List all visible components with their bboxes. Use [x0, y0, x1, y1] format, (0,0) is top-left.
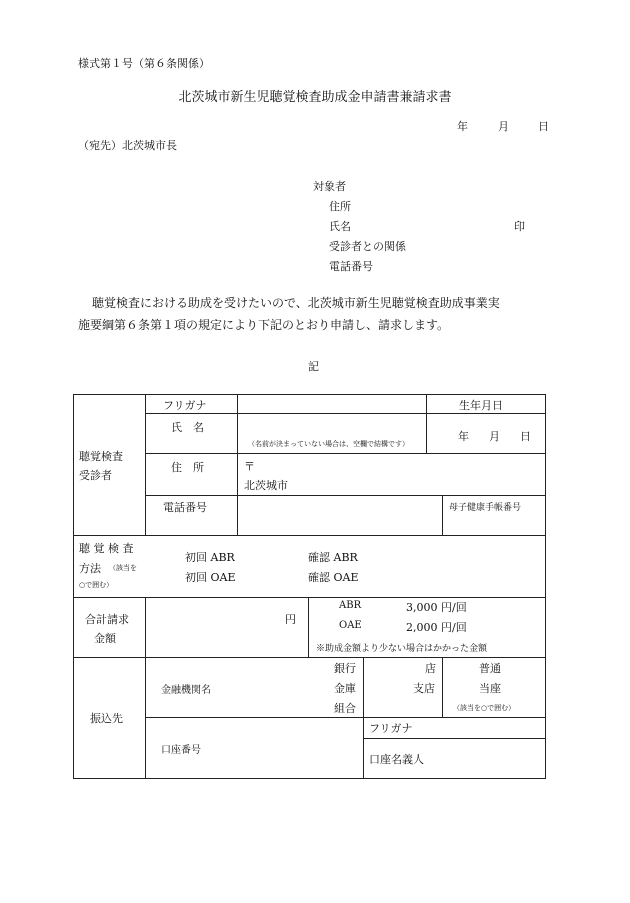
oae-price: 2,000 円/回 [406, 621, 467, 634]
method-confirm-oae[interactable]: 確認 OAE [308, 571, 359, 584]
total-label-1: 合計請求 [85, 613, 129, 626]
branch-type-ten[interactable]: 店 [425, 662, 436, 675]
birth-year: 年 [458, 430, 469, 443]
applicant-phone-label: 電話番号 [329, 260, 373, 273]
date-day: 日 [538, 120, 549, 133]
birth-date-label: 生年月日 [459, 399, 503, 412]
account-furigana-label: フリガナ [369, 722, 413, 735]
body-line-1: 聴覚検査における助成を受けたいので、北茨城市新生児聴覚検査助成事業実 [92, 296, 500, 310]
method-confirm-abr[interactable]: 確認 ABR [308, 551, 358, 564]
ki-mark: 記 [308, 360, 319, 373]
address-label: 住 所 [171, 461, 204, 474]
method-label-1: 聴 覚 検 査 [79, 542, 134, 555]
method-label-2: 方法 [79, 562, 101, 575]
account-type-futsu[interactable]: 普通 [479, 662, 501, 675]
method-first-oae[interactable]: 初回 OAE [185, 571, 236, 584]
transfer-label: 振込先 [90, 712, 123, 725]
body-line-2: 施要綱第６条第１項の規定により下記のとおり申請し、請求します。 [78, 318, 450, 332]
yen-mark: 円 [285, 613, 296, 626]
form-title: 北茨城市新生児聴覚検査助成金申請書兼請求書 [178, 90, 452, 105]
branch-type-shiten[interactable]: 支店 [413, 682, 435, 695]
method-note-2: ○で囲む） [79, 581, 114, 589]
name-note: （名前が決まっていない場合は、空欄で結構です） [248, 440, 409, 448]
date-month: 月 [498, 120, 509, 133]
bank-type-bank[interactable]: 銀行 [334, 662, 356, 675]
abr-label: ABR [339, 600, 362, 611]
addressee: （宛先）北茨城市長 [78, 139, 177, 152]
price-note: ※助成金額より少ない場合はかかった金額 [316, 644, 488, 654]
birth-day: 日 [520, 430, 531, 443]
applicant-heading: 対象者 [313, 180, 346, 193]
seal-mark: 印 [514, 220, 525, 233]
account-number-label: 口座番号 [161, 745, 201, 756]
birth-month: 月 [489, 430, 500, 443]
bank-label: 金融機関名 [161, 685, 211, 696]
examinee-label-1: 聴覚検査 [79, 450, 123, 463]
name-label: 氏 名 [171, 421, 204, 434]
applicant-name-label: 氏名 [329, 220, 351, 233]
account-type-toza[interactable]: 当座 [479, 682, 501, 695]
form-number: 様式第１号（第６条関係） [78, 57, 210, 70]
account-holder-label: 口座名義人 [369, 753, 424, 766]
applicant-relation-label: 受診者との関係 [329, 240, 406, 253]
examinee-label-2: 受診者 [79, 469, 112, 482]
city-name: 北茨城市 [244, 479, 288, 492]
account-type-note: （該当を○で囲む） [453, 704, 516, 712]
method-note-1: （該当を [109, 564, 137, 572]
bank-type-kinko[interactable]: 金庫 [334, 682, 356, 695]
applicant-address-label: 住所 [329, 200, 351, 213]
bank-type-kumiai[interactable]: 組合 [334, 702, 356, 715]
boshi-label: 母子健康手帳番号 [449, 503, 522, 513]
postal-mark: 〒 [244, 460, 255, 473]
abr-price: 3,000 円/回 [406, 601, 467, 614]
oae-label: OAE [339, 620, 362, 631]
phone-label: 電話番号 [163, 501, 207, 514]
total-label-2: 金額 [94, 632, 116, 645]
method-first-abr[interactable]: 初回 ABR [185, 551, 235, 564]
date-year: 年 [457, 120, 468, 133]
furigana-label: フリガナ [163, 399, 207, 412]
